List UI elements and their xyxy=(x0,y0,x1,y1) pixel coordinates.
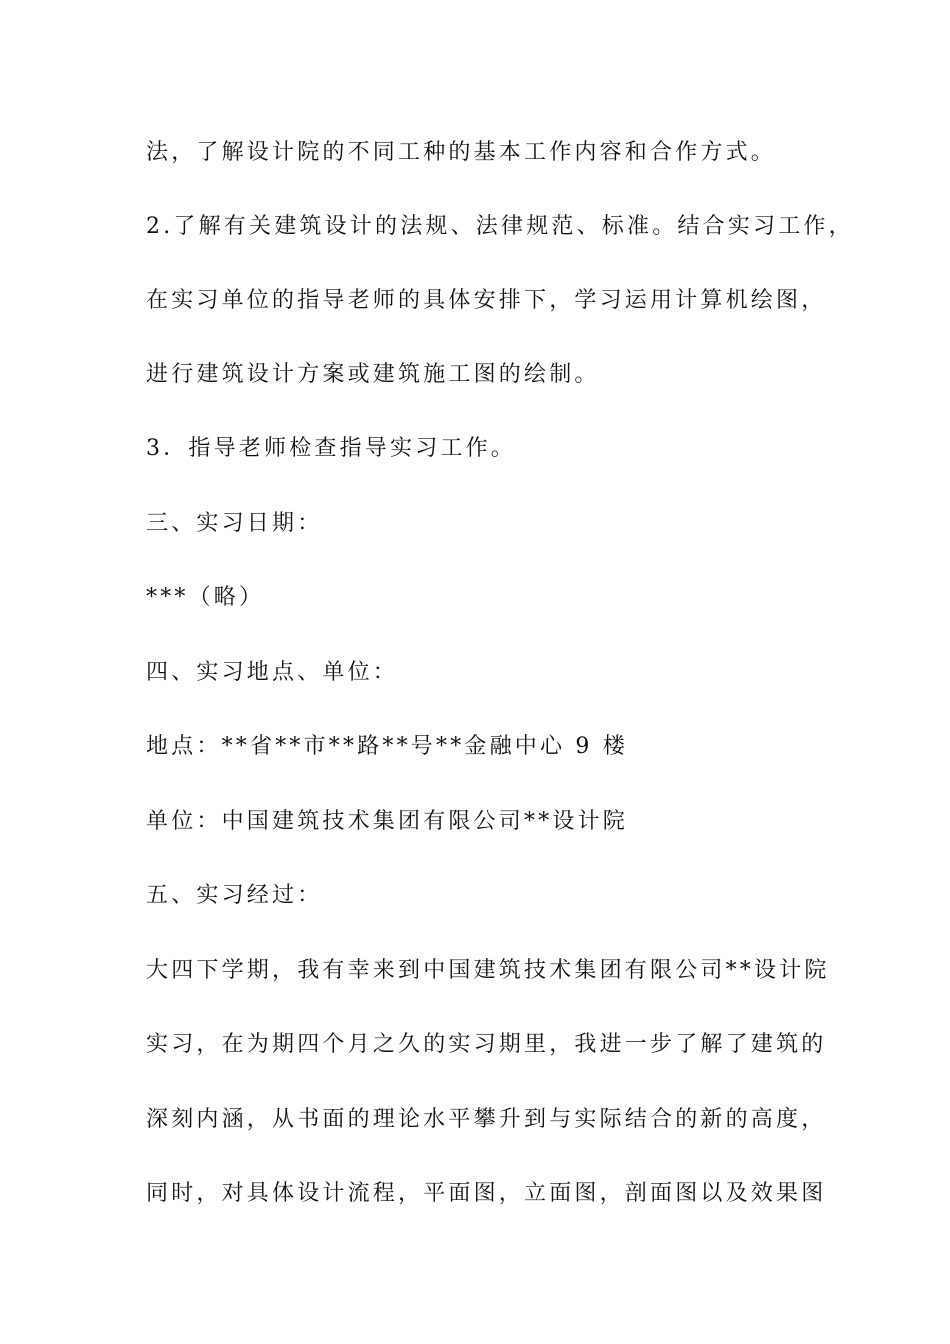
text-line: 大四下学期，我有幸来到中国建筑技术集团有限公司**设计院 xyxy=(146,958,830,983)
text-line: 3．指导老师检查指导实习工作。 xyxy=(146,436,516,461)
section-heading: 五、实习经过： xyxy=(146,883,323,908)
text-line: 深刻内涵，从书面的理论水平攀升到与实际结合的新的高度， xyxy=(146,1107,827,1132)
text-line: 法，了解设计院的不同工种的基本工作内容和合作方式。 xyxy=(146,140,777,165)
text-line: 实习，在为期四个月之久的实习期里，我进一步了解了建筑的 xyxy=(146,1032,827,1057)
section-heading: 三、实习日期： xyxy=(146,511,323,536)
text-line: 进行建筑设计方案或建筑施工图的绘制。 xyxy=(146,362,600,387)
text-line: 在实习单位的指导老师的具体安排下，学习运用计算机绘图， xyxy=(146,288,827,313)
text-line: 2.了解有关建筑设计的法规、法律规范、标准。结合实习工作， xyxy=(146,214,854,239)
section-heading: 四、实习地点、单位： xyxy=(146,660,399,685)
text-line: 地点：**省**市**路**号**金融中心 9 楼 xyxy=(146,734,628,759)
text-line: 单位：中国建筑技术集团有限公司**设计院 xyxy=(146,809,629,834)
text-line: ***（略） xyxy=(146,585,265,610)
text-line: 同时，对具体设计流程，平面图，立面图，剖面图以及效果图 xyxy=(146,1181,827,1206)
